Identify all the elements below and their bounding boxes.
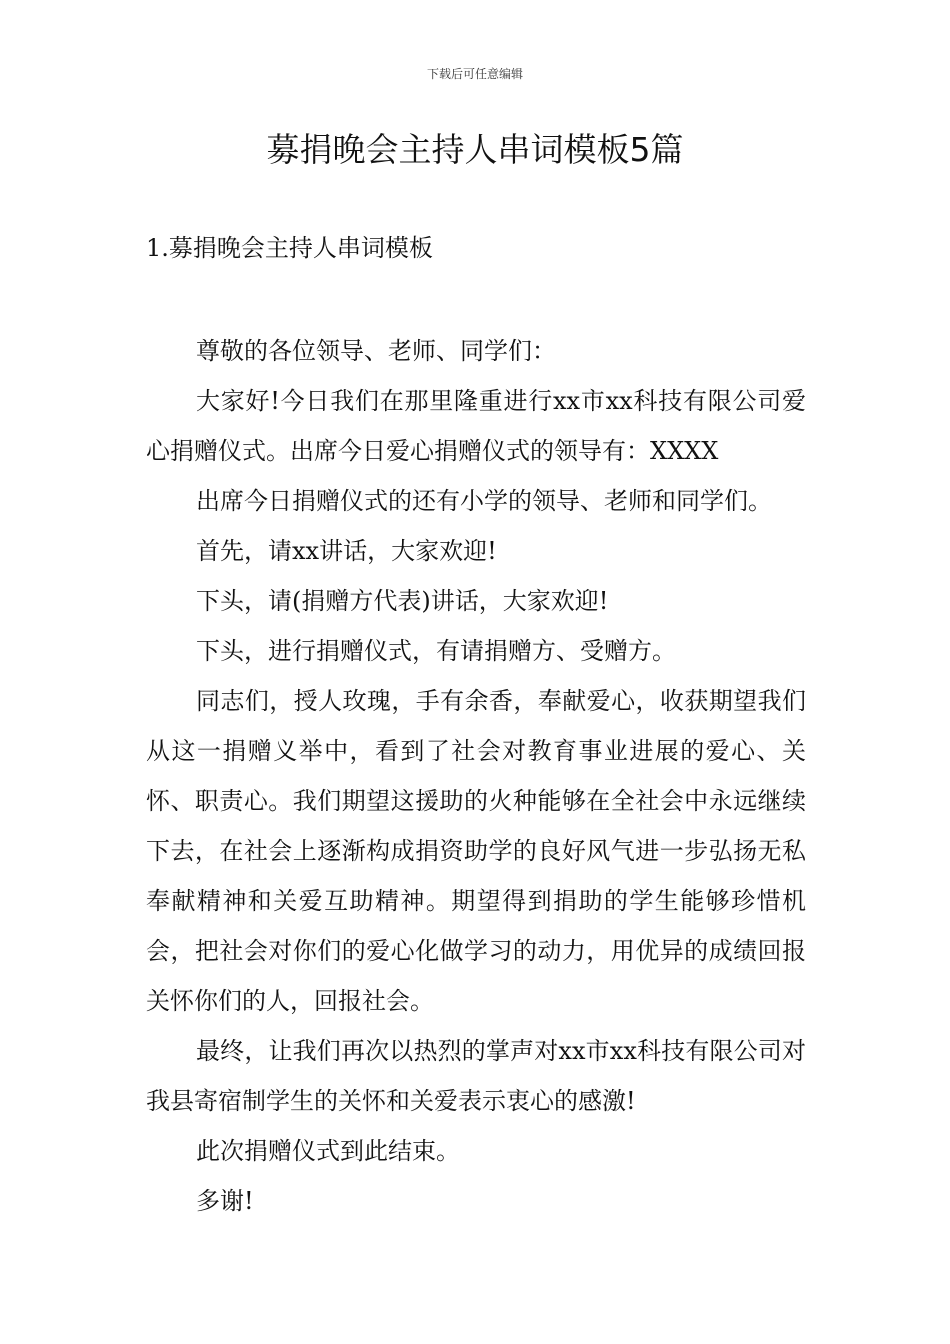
paragraph-closing: 此次捐赠仪式到此结束。 xyxy=(196,1137,460,1165)
paragraph-attendees: 出席今日捐赠仪式的还有小学的领导、老师和同学们。 xyxy=(196,487,772,515)
paragraph-salutation: 尊敬的各位领导、老师、同学们： xyxy=(196,337,556,365)
paragraph-main-speech: 同志们，授人玫瑰，手有余香，奉献爱心，收获期望我们从这一捐赠义举中，看到了社会对教育事业进展的爱心、关怀、职责心。我们期望这援助的火种能够在全社会中永远继续下去，在社会上逐渐构成捐资助学的良好风气进一步弘扬无私奉献精神和关爱互助精神。期望得到捐助的学生能够珍惜机会，把社会对你们的爱心化做学习的动力，用优异的成绩回报关怀你们的人，回报社会。 xyxy=(146,687,806,1015)
paragraph-farewell: 多谢! xyxy=(196,1187,254,1215)
section-heading: 1.募捐晚会主持人串词模板 xyxy=(146,234,433,262)
paragraph-first-speech: 首先，请xx讲话，大家欢迎! xyxy=(196,537,497,565)
paragraph-thanks: 最终，让我们再次以热烈的掌声对xx市xx科技有限公司对我县寄宿制学生的关怀和关爱表示衷心的感激! xyxy=(146,1037,806,1115)
body-text xyxy=(146,326,806,1226)
document-title: 募捐晚会主持人串词模板5篇 xyxy=(266,130,684,169)
paragraph-greeting: 大家好!今日我们在那里隆重进行xx市xx科技有限公司爱心捐赠仪式。出席今日爱心捐赠仪式的领导有：XXXX xyxy=(146,387,806,465)
paragraph-ceremony: 下头，进行捐赠仪式，有请捐赠方、受赠方。 xyxy=(196,637,676,665)
paragraph-donor-speech: 下头，请(捐赠方代表)讲话，大家欢迎! xyxy=(196,587,609,615)
header-note: 下载后可任意编辑 xyxy=(426,67,523,81)
